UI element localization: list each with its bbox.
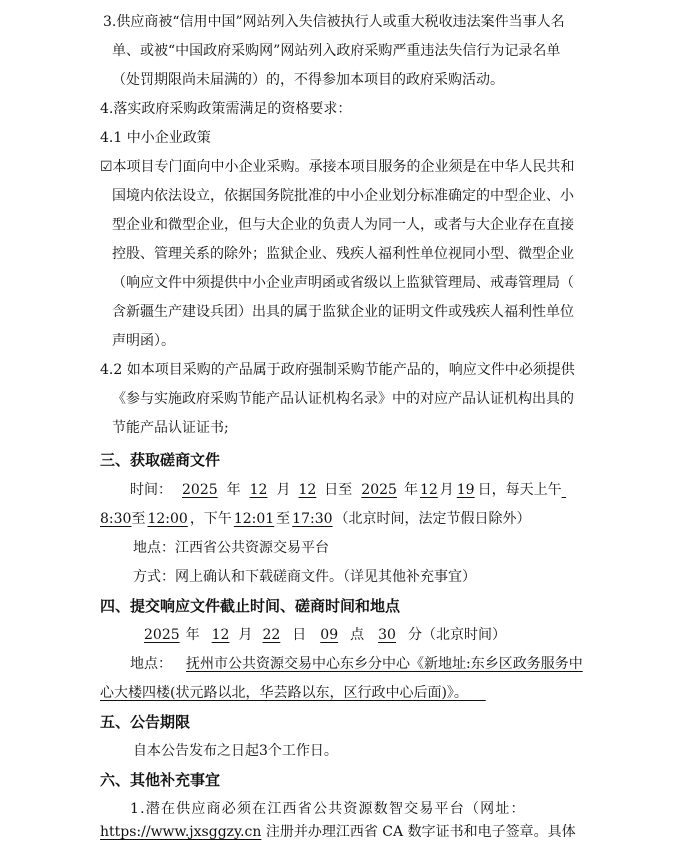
sme-policy-line6: 含新疆生产建设兵团）出具的属于监狱企业的证明文件或残疾人福利性单位 [112, 304, 574, 320]
section-other-title: 六、其他补充事宜 [100, 771, 221, 789]
unit-month: 月 [276, 482, 291, 498]
trailing-underline [468, 685, 486, 701]
to-text: 至 [276, 511, 291, 527]
unit-day-to: 日至 [324, 482, 353, 498]
unit-minute: 分 [407, 627, 422, 643]
obtain-end-month: 12 [419, 482, 438, 498]
sme-policy-line1: ☑本项目专门面向中小企业采购。承接本项目服务的企业须是在中华人民共和 [100, 159, 575, 175]
deadline-tz: （北京时间） [421, 627, 506, 643]
other-line2-rest: 注册并办理江西省 CA 数字证书和电子签章。具体 [265, 824, 576, 840]
unit-day-daily: 日，每天上午 [477, 482, 562, 498]
obtain-end-day: 19 [456, 482, 475, 498]
item4-heading: 4.落实政府采购政策需满足的资格要求： [100, 101, 352, 117]
submit-place-address-1: 抚州市公共资源交易中心东乡分中心《新地址:东乡区政务服务中 [186, 656, 583, 672]
item4-1-heading: 4.1 中小企业政策 [100, 130, 211, 146]
obtain-place: 地点：江西省公共资源交易平台 [133, 540, 329, 556]
obtain-start-month: 12 [249, 482, 268, 498]
deadline-minute: 30 [378, 627, 396, 643]
deadline-hour: 09 [320, 627, 339, 643]
section-submit-title: 四、提交响应文件截止时间、磋商时间和地点 [100, 597, 401, 615]
item3-line3: （处罚期限尚未届满的）的，不得参加本项目的政府采购活动。 [112, 72, 504, 88]
energy-policy-line3: 节能产品认证证书; [112, 420, 229, 436]
unit-day: 日 [292, 627, 307, 643]
sme-policy-line7: 声明函）。 [112, 333, 175, 349]
section-period-title: 五、公告期限 [100, 713, 191, 731]
submit-deadline [130, 625, 506, 645]
unit-month: 月 [439, 482, 454, 498]
obtain-start-day: 12 [298, 482, 317, 498]
time-note: （北京时间，法定节假日除外） [334, 511, 531, 527]
sme-policy-line2: 国境内依法设立，依据国务院批准的中小企业划分标准确定的中型企业、小 [112, 188, 574, 204]
other-line2 [100, 822, 576, 842]
submit-place-line2 [100, 683, 486, 703]
obtain-start-year: 2025 [182, 482, 218, 498]
submit-place-address-2: 心大楼四楼(状元路以北，华芸路以东，区行政中心后面)》。 [100, 685, 468, 701]
deadline-month: 12 [211, 627, 230, 643]
other-line1: 1.潜在供应商必须在江西省公共资源数智交易平台（网址： [130, 801, 526, 817]
platform-url-link[interactable]: https://www.jxsggzy.cn [100, 824, 262, 840]
obtain-time-line2 [100, 509, 531, 529]
unit-month: 月 [238, 627, 253, 643]
sme-policy-line4: 控股、管理关系的除外；监狱企业、残疾人福利性单位视同小型、微型企业 [112, 246, 574, 262]
obtain-method: 方式：网上确认和下载磋商文件。（详见其他补充事宜） [133, 569, 476, 585]
pm-label: ，下午 [189, 511, 232, 527]
unit-year: 年 [185, 627, 200, 643]
obtain-end-year: 2025 [361, 482, 397, 498]
obtain-time-label: 时间： [130, 482, 172, 498]
item3-line1: 3.供应商被“信用中国”网站列入失信被执行人或重大税收违法案件当事人名 [103, 14, 565, 30]
trailing-underline [562, 482, 566, 498]
section-obtain-title: 三、获取磋商文件 [100, 451, 221, 469]
am-start-time: 8:30 [100, 511, 132, 527]
sme-policy-line3: 型企业和微型企业，但与大企业的负责人为同一人，或者与大企业存在直接 [112, 217, 574, 233]
obtain-time-line1 [130, 480, 566, 500]
energy-policy-line1: 4.2 如本项目采购的产品属于政府强制采购节能产品的，响应文件中必须提供 [100, 362, 575, 378]
unit-year: 年 [226, 482, 241, 498]
submit-place-line1 [130, 654, 583, 674]
to-text: 至 [131, 511, 146, 527]
unit-year: 年 [403, 482, 418, 498]
am-end-time: 12:00 [147, 511, 188, 527]
period-text: 自本公告发布之日起3个工作日。 [133, 743, 338, 759]
deadline-year: 2025 [144, 627, 180, 643]
unit-hour: 点 [350, 627, 365, 643]
item3-line2: 单、或被“中国政府采购网”网站列入政府采购严重违法失信行为记录名单 [112, 43, 561, 59]
submit-place-label: 地点： [130, 656, 172, 672]
sme-policy-line5: （响应文件中须提供中小企业声明函或省级以上监狱管理局、戒毒管理局（ [112, 275, 574, 291]
energy-policy-line2: 《参与实施政府采购节能产品认证机构名录》中的对应产品认证机构出具的 [112, 391, 574, 407]
deadline-day: 22 [262, 627, 281, 643]
pm-end-time: 17:30 [292, 511, 333, 527]
pm-start-time: 12:01 [233, 511, 275, 527]
